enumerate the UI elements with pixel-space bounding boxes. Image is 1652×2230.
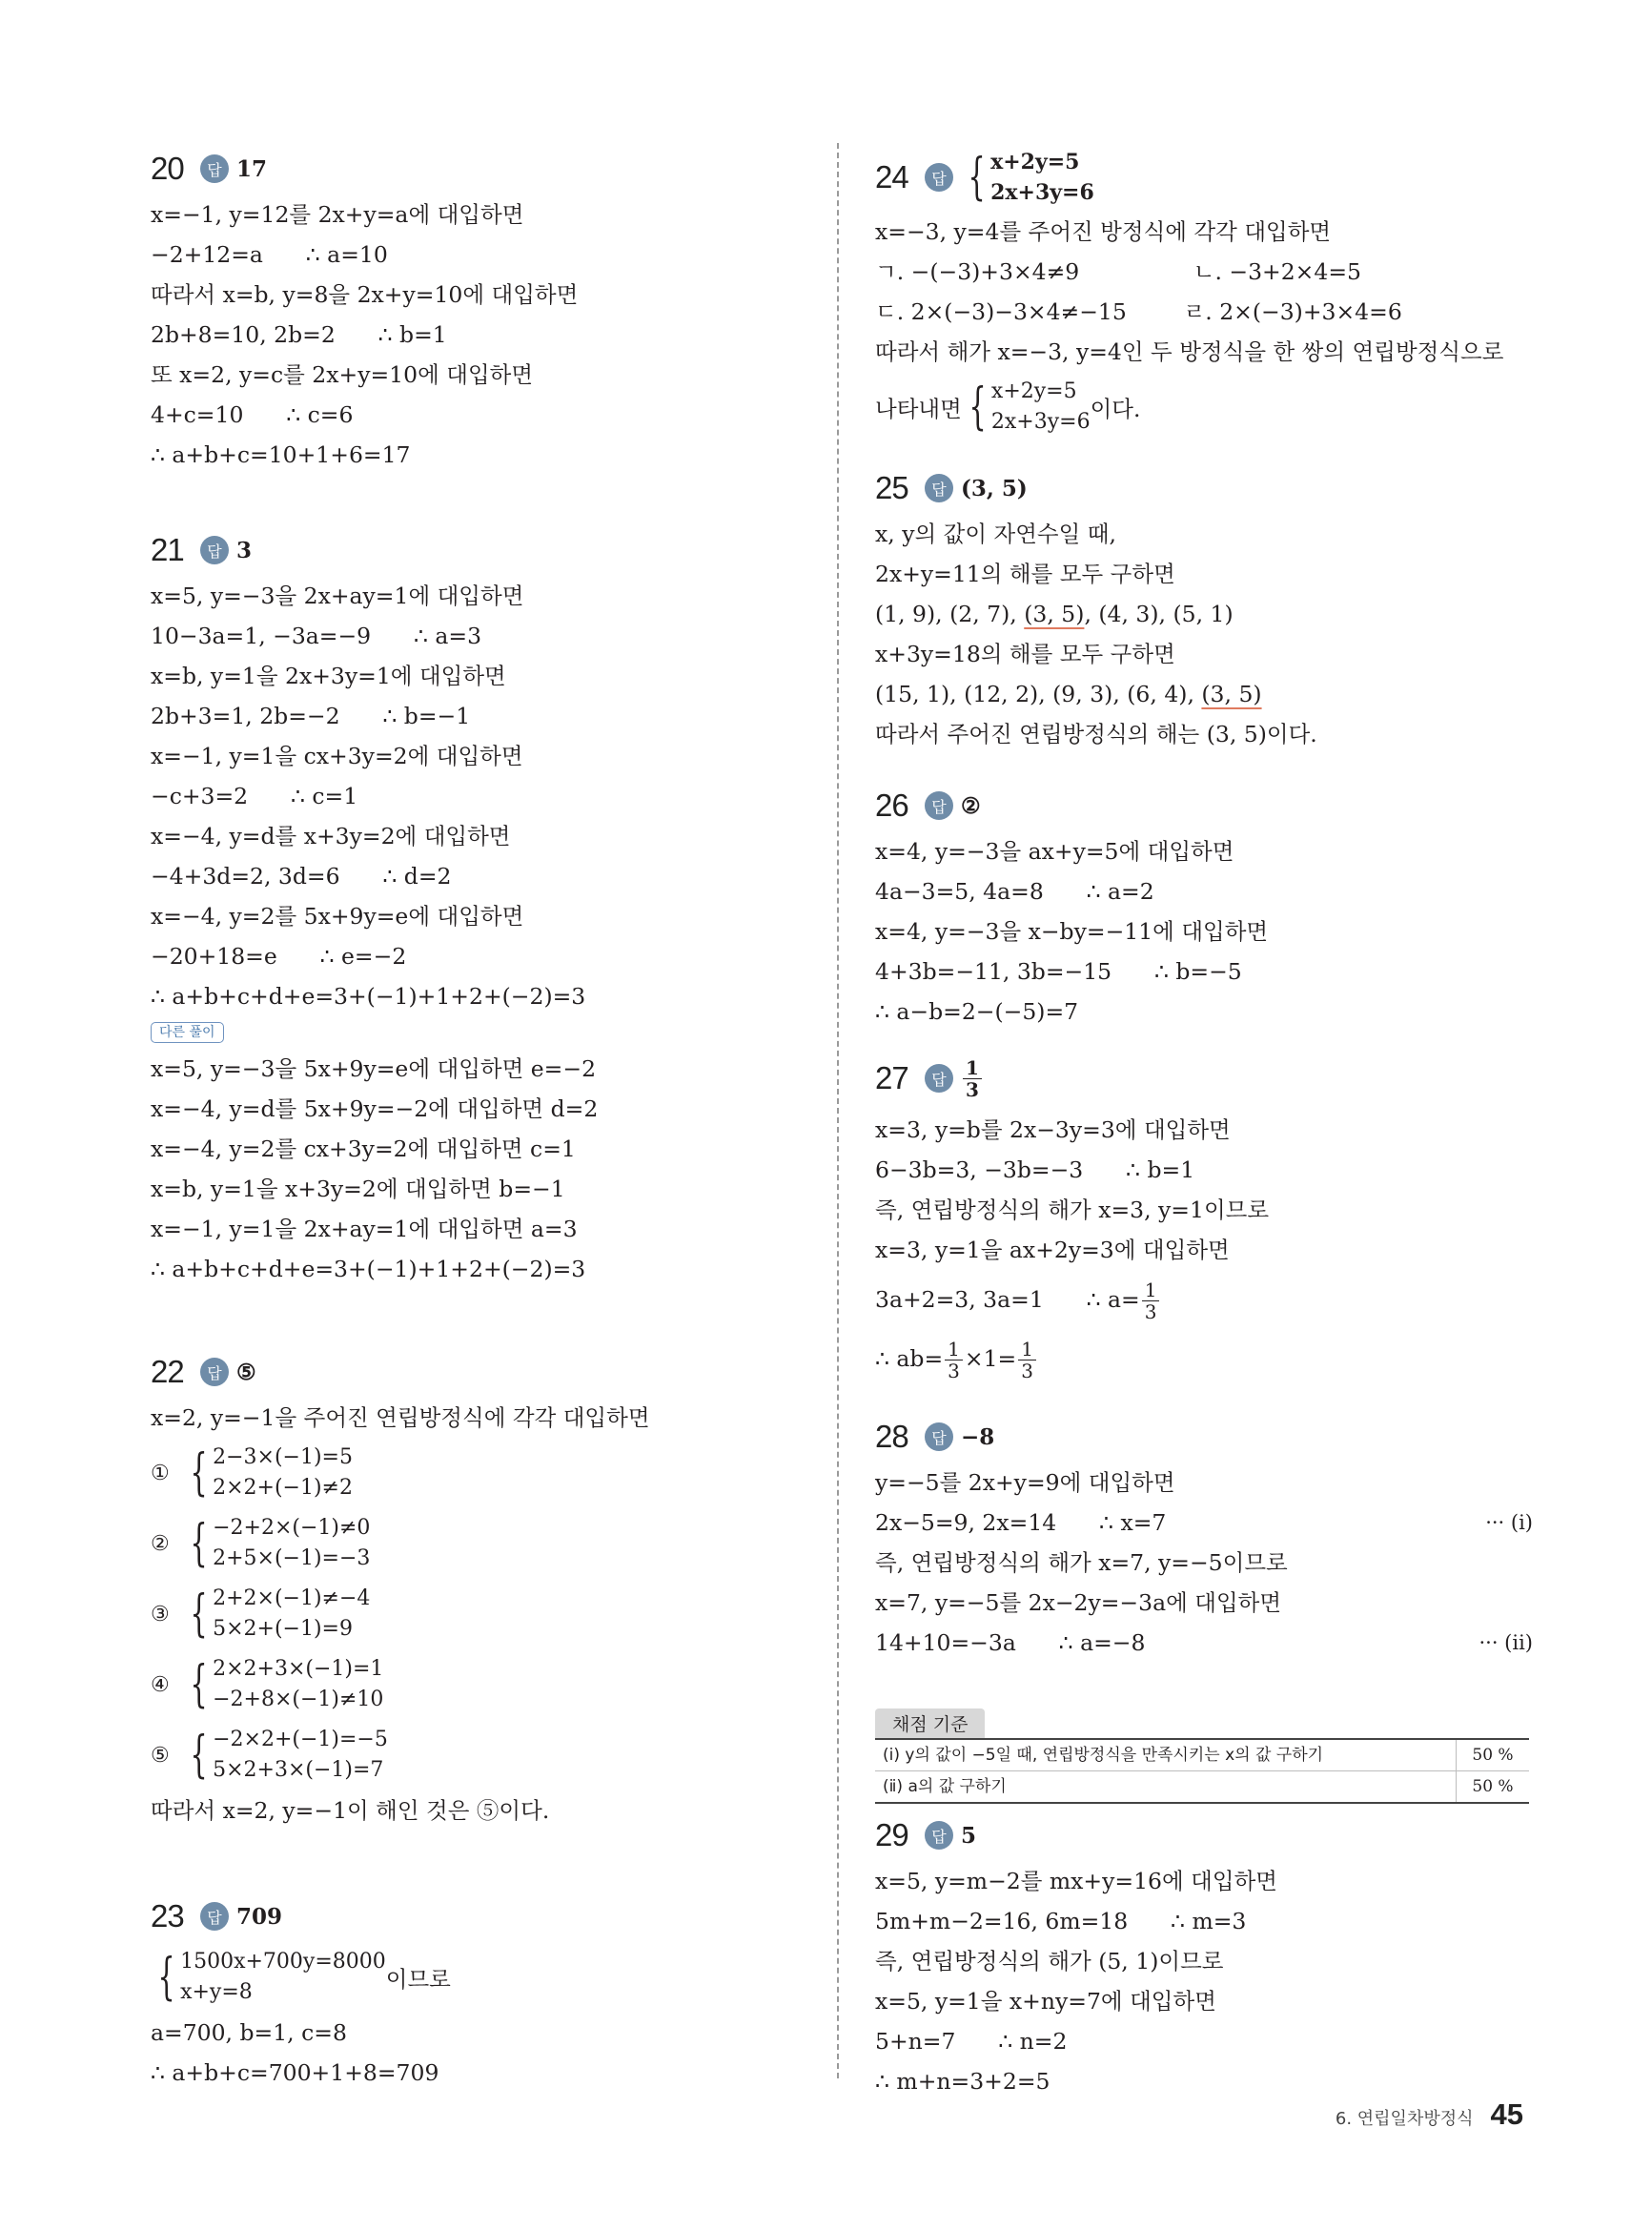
system-row: 2×2+(−1)≠2	[213, 1476, 353, 1500]
answer-value: −8	[961, 1423, 995, 1450]
brace-icon: {	[968, 149, 986, 206]
grading-row	[875, 1771, 1529, 1802]
answer-value: ⑤	[236, 1359, 256, 1385]
denominator: 3	[1144, 1300, 1157, 1323]
step-mark: ··· (ⅱ)	[1479, 1631, 1533, 1654]
system-row: 1500x+700y=8000	[180, 1950, 386, 1974]
answer-badge: 답	[925, 1064, 953, 1093]
denominator: 3	[1021, 1360, 1033, 1382]
answer-value: ②	[961, 792, 981, 819]
answer-value: 17	[236, 155, 268, 182]
system-row: 5×2+(−1)=9	[213, 1617, 353, 1641]
text-part: (15, 1), (12, 2), (9, 3), (6, 4),	[875, 681, 1202, 707]
column-divider	[837, 143, 839, 2078]
problem-23	[151, 1891, 827, 2093]
solution-line: 즉, 연립방정식의 해가 x=3, y=1이므로	[875, 1197, 1270, 1223]
system-row: 2−3×(−1)=5	[213, 1445, 353, 1469]
solution-line: x=3, y=1을 ax+2y=3에 대입하면	[875, 1237, 1230, 1263]
option-system	[151, 1649, 827, 1720]
solution-line: x=−4, y=2를 5x+9y=e에 대입하면	[151, 903, 524, 930]
solution-line: y=−5를 2x+y=9에 대입하면	[875, 1469, 1175, 1496]
solution-line	[875, 594, 1533, 634]
brace-icon: {	[969, 378, 987, 436]
system-row: −2+2×(−1)≠0	[213, 1516, 371, 1540]
option-mark: ⑤	[151, 1743, 170, 1768]
system-row: 2×2+3×(−1)=1	[213, 1657, 384, 1681]
problem-28	[875, 1411, 1533, 1796]
option-mark: ③	[151, 1602, 170, 1626]
alt-solution-line: x=−4, y=d를 5x+9y=−2에 대입하면 d=2	[151, 1095, 599, 1122]
option-system	[151, 1508, 827, 1579]
solution-line: x=2, y=−1을 주어진 연립방정식에 각각 대입하면	[151, 1404, 650, 1431]
solution-line: a=700, b=1, c=8	[151, 2019, 347, 2046]
problem-header	[151, 1891, 827, 1942]
chapter-title: 6. 연립일차방정식	[1335, 2109, 1474, 2129]
solution-line: ∴ a−b=2−(−5)=7	[875, 998, 1079, 1025]
problem-header	[151, 524, 827, 576]
text-part: (1, 9), (2, 7),	[875, 601, 1025, 627]
solution-line: 4+c=10 ∴ c=6	[151, 401, 354, 428]
system-row: 2+2×(−1)≠−4	[213, 1586, 371, 1610]
fraction	[1018, 1339, 1036, 1381]
option-mark: ④	[151, 1672, 170, 1697]
text-part: ∴ ab=	[875, 1345, 944, 1372]
brace-icon: {	[190, 1515, 208, 1572]
solution-line: x=4, y=−3을 x−by=−11에 대입하면	[875, 918, 1269, 945]
fraction	[1142, 1279, 1160, 1322]
solution-line	[875, 1329, 1533, 1388]
problem-20	[151, 143, 827, 475]
problem-number: 22	[151, 1354, 184, 1389]
solution-line: x, y의 값이 자연수일 때,	[875, 521, 1116, 547]
numerator: 1	[1142, 1279, 1160, 1301]
solution-line: ∴ a+b+c=10+1+6=17	[151, 441, 411, 468]
solution-line: 6−3b=3, −3b=−3 ∴ b=1	[875, 1156, 1195, 1183]
alt-solution-tag: 다른 풀이	[151, 1022, 224, 1043]
answer-badge: 답	[200, 1358, 229, 1386]
underlined-solution: (3, 5)	[1201, 681, 1262, 707]
alt-solution-line: x=b, y=1을 x+3y=2에 대입하면 b=−1	[151, 1176, 565, 1202]
problem-25	[875, 462, 1533, 754]
solution-line: 4a−3=5, 4a=8 ∴ a=2	[875, 878, 1154, 905]
answer-badge: 답	[925, 791, 953, 820]
answer-fraction	[963, 1057, 982, 1100]
solution-line: 즉, 연립방정식의 해가 x=7, y=−5이므로	[875, 1549, 1288, 1576]
solution-line: 또 x=2, y=c를 2x+y=10에 대입하면	[151, 361, 534, 388]
system-row: 2+5×(−1)=−3	[213, 1546, 371, 1570]
problem-header	[875, 143, 1533, 212]
option-mark: ①	[151, 1461, 170, 1485]
solution-line: ㄱ. −(−3)+3×4≠9 ㄴ. −3+2×4=5	[875, 258, 1361, 285]
system-row: x+2y=5	[990, 379, 1077, 403]
solution-line: ∴ m+n=3+2=5	[875, 2068, 1050, 2095]
answer-system-row: 2x+3y=6	[990, 180, 1094, 205]
alt-solution-line: x=5, y=−3을 5x+9y=e에 대입하면 e=−2	[151, 1055, 597, 1082]
solution-line: −4+3d=2, 3d=6 ∴ d=2	[151, 863, 452, 890]
solution-line: x=−3, y=4를 주어진 방정식에 각각 대입하면	[875, 218, 1332, 245]
problem-header	[151, 143, 827, 194]
alt-solution-line: ∴ a+b+c+d+e=3+(−1)+1+2+(−2)=3	[151, 1256, 586, 1282]
problem-24	[875, 143, 1533, 442]
grading-score: 50 %	[1472, 1777, 1514, 1796]
numerator: 1	[963, 1057, 982, 1079]
system-suffix: 이므로	[385, 1966, 451, 1993]
solution-line: x=4, y=−3을 ax+y=5에 대입하면	[875, 838, 1234, 865]
solution-line: −c+3=2 ∴ c=1	[151, 783, 358, 809]
problem-number: 25	[875, 470, 908, 505]
text-part: ×1=	[964, 1345, 1017, 1372]
option-system	[151, 1579, 827, 1649]
brace-icon: {	[157, 1949, 175, 2006]
solution-line: x=3, y=b를 2x−3y=3에 대입하면	[875, 1116, 1231, 1143]
problem-number: 21	[151, 532, 184, 567]
fraction	[945, 1339, 963, 1381]
answer-badge: 답	[925, 1821, 953, 1850]
text-part: , (4, 3), (5, 1)	[1084, 601, 1234, 627]
denominator: 3	[966, 1077, 979, 1101]
brace-icon: {	[190, 1444, 208, 1502]
problem-header	[875, 1411, 1533, 1463]
grading-criterion: (ⅱ) a의 값 구하기	[875, 1771, 1457, 1802]
page-number: 45	[1490, 2097, 1523, 2131]
numerator: 1	[1018, 1339, 1036, 1361]
answer-system-row: x+2y=5	[990, 150, 1080, 174]
solution-line: ∴ a+b+c=700+1+8=709	[151, 2059, 439, 2086]
solution-line: 5+n=7 ∴ n=2	[875, 2028, 1068, 2055]
answer-badge: 답	[200, 154, 229, 183]
text-part: 3a+2=3, 3a=1 ∴ a=	[875, 1286, 1140, 1313]
solution-line: 따라서 해가 x=−3, y=4인 두 방정식을 한 쌍의 연립방정식으로	[875, 338, 1504, 365]
solution-line: ∴ a+b+c+d+e=3+(−1)+1+2+(−2)=3	[151, 983, 586, 1010]
solution-line: x=5, y=m−2를 mx+y=16에 대입하면	[875, 1868, 1277, 1894]
problem-21	[151, 524, 827, 1289]
brace-icon: {	[190, 1586, 208, 1643]
solution-line: 10−3a=1, −3a=−9 ∴ a=3	[151, 623, 482, 649]
system-row: x+y=8	[180, 1980, 253, 2004]
solution-line: −2+12=a ∴ a=10	[151, 241, 388, 268]
solution-line: 따라서 x=b, y=8을 2x+y=10에 대입하면	[151, 281, 579, 308]
system-prefix: 나타내면	[875, 396, 962, 422]
solution-line: x=−1, y=12를 2x+y=a에 대입하면	[151, 201, 524, 228]
solution-line	[875, 1503, 1533, 1543]
solution-line	[875, 674, 1533, 714]
problem-number: 20	[151, 151, 184, 186]
denominator: 3	[948, 1360, 960, 1382]
page-footer	[1336, 2097, 1523, 2132]
problem-number: 24	[875, 159, 908, 194]
solution-line: 2b+8=10, 2b=2 ∴ b=1	[151, 321, 447, 348]
problem-number: 28	[875, 1419, 908, 1454]
answer-value: (3, 5)	[961, 475, 1028, 501]
numerator: 1	[945, 1339, 963, 1361]
problem-26	[875, 780, 1533, 1032]
text-part: 2x−5=9, 2x=14 ∴ x=7	[875, 1509, 1167, 1536]
problem-27	[875, 1047, 1533, 1388]
option-mark: ②	[151, 1531, 170, 1556]
answer-badge: 답	[925, 474, 953, 502]
alt-solution-line: x=−1, y=1을 2x+ay=1에 대입하면 a=3	[151, 1216, 578, 1242]
step-mark: ··· (ⅰ)	[1485, 1511, 1533, 1534]
problem-header	[151, 1346, 827, 1398]
system-row: −2×2+(−1)=−5	[213, 1728, 388, 1751]
solution-line	[875, 1623, 1533, 1663]
solution-line: x=7, y=−5를 2x−2y=−3a에 대입하면	[875, 1589, 1282, 1616]
problem-29	[875, 1810, 1533, 2101]
equation-system	[151, 1942, 827, 2013]
solution-line: 4+3b=−11, 3b=−15 ∴ b=−5	[875, 958, 1242, 985]
text-part: 14+10=−3a ∴ a=−8	[875, 1629, 1146, 1656]
solution-line: x=−1, y=1을 cx+3y=2에 대입하면	[151, 743, 523, 769]
solution-line: 따라서 주어진 연립방정식의 해는 (3, 5)이다.	[875, 721, 1317, 747]
problem-number: 26	[875, 788, 908, 823]
system-row: −2+8×(−1)≠10	[213, 1688, 384, 1711]
problem-header	[875, 1810, 1533, 1861]
answer-badge: 답	[925, 1422, 953, 1451]
grading-table	[875, 1708, 1529, 1804]
grading-row	[875, 1740, 1529, 1771]
brace-icon: {	[190, 1656, 208, 1713]
solution-line: ㄷ. 2×(−3)−3×4≠−15 ㄹ. 2×(−3)+3×4=6	[875, 298, 1402, 325]
problem-number: 27	[875, 1060, 908, 1095]
problem-header	[875, 1047, 1533, 1110]
solution-line: 따라서 x=2, y=−1이 해인 것은 ⑤이다.	[151, 1797, 550, 1824]
solution-line: 5m+m−2=16, 6m=18 ∴ m=3	[875, 1908, 1247, 1934]
solution-line: x=5, y=−3을 2x+ay=1에 대입하면	[151, 583, 524, 609]
solution-line: 2b+3=1, 2b=−2 ∴ b=−1	[151, 703, 471, 729]
problem-22	[151, 1346, 827, 1831]
solution-line: x=5, y=1을 x+ny=7에 대입하면	[875, 1988, 1216, 2015]
grading-score: 50 %	[1472, 1746, 1514, 1765]
solution-line: x+3y=18의 해를 모두 구하면	[875, 641, 1175, 667]
problem-header	[875, 462, 1533, 514]
problem-header	[875, 780, 1533, 831]
solution-line	[875, 1270, 1533, 1329]
solution-line: 2x+y=11의 해를 모두 구하면	[875, 561, 1175, 587]
grading-title: 채점 기준	[875, 1708, 985, 1738]
answer-badge: 답	[200, 1902, 229, 1931]
equation-system	[875, 372, 1533, 442]
system-row: 5×2+3×(−1)=7	[213, 1758, 384, 1782]
system-suffix: 이다.	[1090, 396, 1141, 422]
option-system	[151, 1438, 827, 1508]
option-system	[151, 1720, 827, 1790]
answer-value: 709	[236, 1903, 283, 1930]
solution-line: x=b, y=1을 2x+3y=1에 대입하면	[151, 663, 506, 689]
underlined-solution: (3, 5)	[1024, 601, 1085, 627]
grading-criterion: (ⅰ) y의 값이 −5일 때, 연립방정식을 만족시키는 x의 값 구하기	[875, 1740, 1457, 1770]
problem-number: 23	[151, 1898, 184, 1933]
solution-line: 즉, 연립방정식의 해가 (5, 1)이므로	[875, 1948, 1224, 1974]
system-row: 2x+3y=6	[990, 410, 1091, 434]
problem-number: 29	[875, 1817, 908, 1852]
answer-value: 3	[236, 537, 253, 563]
alt-solution-line: x=−4, y=2를 cx+3y=2에 대입하면 c=1	[151, 1135, 576, 1162]
solution-line: x=−4, y=d를 x+3y=2에 대입하면	[151, 823, 511, 849]
answer-badge: 답	[925, 163, 953, 192]
answer-badge: 답	[200, 536, 229, 564]
answer-value: 5	[961, 1822, 977, 1849]
solution-line: −20+18=e ∴ e=−2	[151, 943, 407, 970]
brace-icon: {	[190, 1727, 208, 1784]
